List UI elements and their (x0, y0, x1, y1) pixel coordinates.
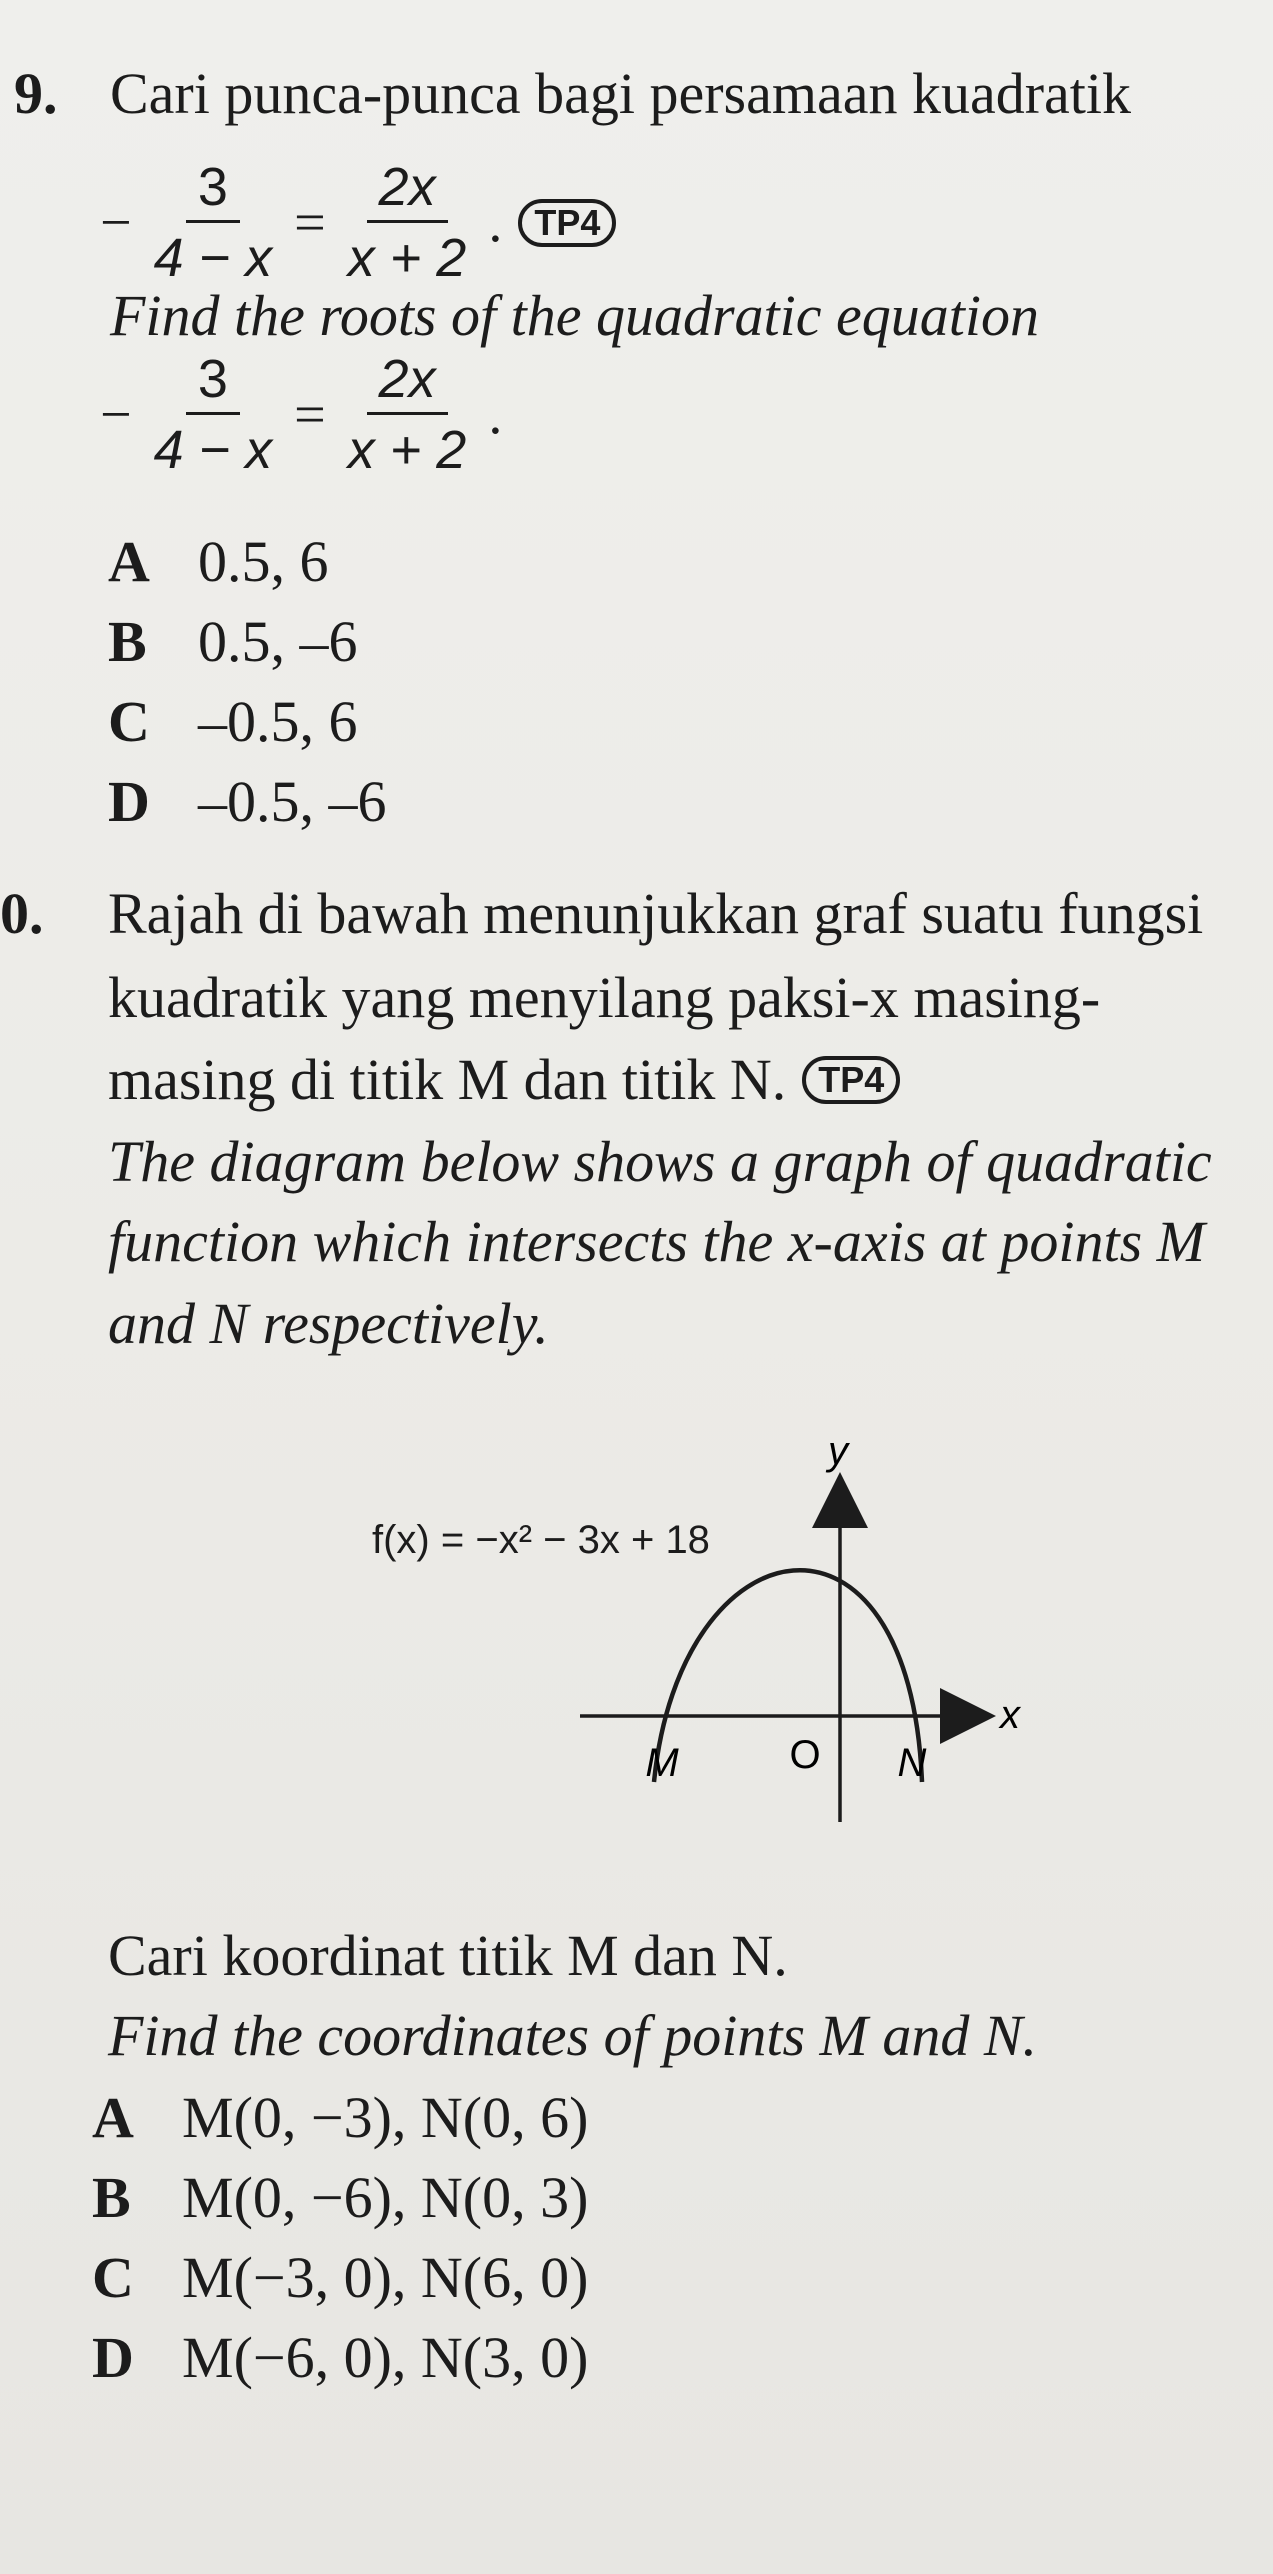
option-text: M(0, −6), N(0, 3) (182, 2165, 589, 2230)
q9-fraction-left-2 (142, 349, 285, 480)
q9-tp4-badge: TP4 (518, 199, 616, 247)
q9-option-b[interactable] (108, 608, 358, 675)
q9-denominator-left-2: 4 − x (153, 420, 273, 480)
q9-fraction-left (142, 157, 285, 288)
q9-number: 9. (14, 61, 58, 126)
y-axis-label: y (828, 1430, 848, 1473)
x-axis-label: x (1000, 1693, 1020, 1737)
q10-malay-question: Cari koordinat titik M dan N. (108, 1923, 788, 1988)
q9-option-d[interactable] (108, 768, 387, 835)
q9-malay-text: Cari punca-punca bagi persamaan kuadratik (110, 61, 1132, 126)
option-text: M(−6, 0), N(3, 0) (182, 2325, 589, 2390)
function-label: f(x) = −x² − 3x + 18 (372, 1518, 710, 1562)
q10-tp4-badge: TP4 (802, 1056, 900, 1104)
q10-english-line2: function which intersects the x-axis at points M (108, 1209, 1205, 1274)
q9-numerator-left-2: 3 (186, 352, 240, 415)
q9-denominator-right-2: x + 2 (347, 420, 467, 480)
q9-option-c[interactable] (108, 688, 358, 755)
option-letter: D (92, 2325, 134, 2390)
q10-option-d[interactable] (92, 2324, 588, 2391)
option-letter: B (92, 2165, 131, 2230)
option-text: 0.5, 6 (198, 529, 329, 594)
point-n-label: N (897, 1741, 927, 1785)
q10-malay-line3: masing di titik M dan titik N. (108, 1047, 787, 1112)
q10-option-c[interactable] (92, 2244, 588, 2311)
q9-equation-malay (100, 157, 616, 288)
point-m-label: M (645, 1741, 679, 1785)
q10-malay-line2: kuadratik yang menyilang paksi-x masing- (108, 965, 1101, 1030)
option-letter: D (108, 769, 150, 834)
option-letter: A (108, 529, 150, 594)
q9-numerator-left: 3 (186, 160, 240, 223)
option-text: M(0, −3), N(0, 6) (182, 2085, 589, 2150)
q9-denominator-left: 4 − x (153, 228, 273, 288)
origin-label: O (789, 1733, 821, 1777)
q10-malay-line1: Rajah di bawah menunjukkan graf suatu fungsi (108, 881, 1204, 946)
q10-number: 0. (0, 881, 44, 946)
option-letter: A (92, 2085, 134, 2150)
option-letter: C (92, 2245, 134, 2310)
option-text: M(−3, 0), N(6, 0) (182, 2245, 589, 2310)
option-text: –0.5, –6 (198, 769, 387, 834)
q9-minus-sign-2: − (100, 383, 132, 446)
q9-minus-sign: − (100, 191, 132, 254)
q9-option-a[interactable] (108, 528, 329, 595)
q9-denominator-right: x + 2 (347, 228, 467, 288)
option-text: –0.5, 6 (198, 689, 358, 754)
q10-option-a[interactable] (92, 2084, 588, 2151)
q9-equals-sign: = (294, 191, 326, 254)
q9-english-text: Find the roots of the quadratic equation (110, 283, 1039, 348)
q9-numerator-right-2: 2x (367, 352, 448, 415)
q9-fraction-right-2 (336, 349, 479, 480)
q10-option-b[interactable] (92, 2164, 588, 2231)
option-letter: B (108, 609, 147, 674)
q10-malay-line3-row (108, 1046, 900, 1113)
q9-period: . (488, 191, 503, 254)
q9-equation-english (100, 349, 503, 480)
q10-english-line3: and N respectively. (108, 1291, 549, 1356)
q9-period-2: . (488, 383, 503, 446)
q9-numerator-right: 2x (367, 160, 448, 223)
parabola-curve (654, 1570, 922, 1782)
quadratic-graph (360, 1430, 1060, 1850)
q10-english-line1: The diagram below shows a graph of quadratic (108, 1129, 1212, 1194)
q9-equals-sign-2: = (294, 383, 326, 446)
option-text: 0.5, –6 (198, 609, 358, 674)
option-letter: C (108, 689, 150, 754)
q10-english-question: Find the coordinates of points M and N. (108, 2003, 1038, 2068)
q9-fraction-right (336, 157, 479, 288)
